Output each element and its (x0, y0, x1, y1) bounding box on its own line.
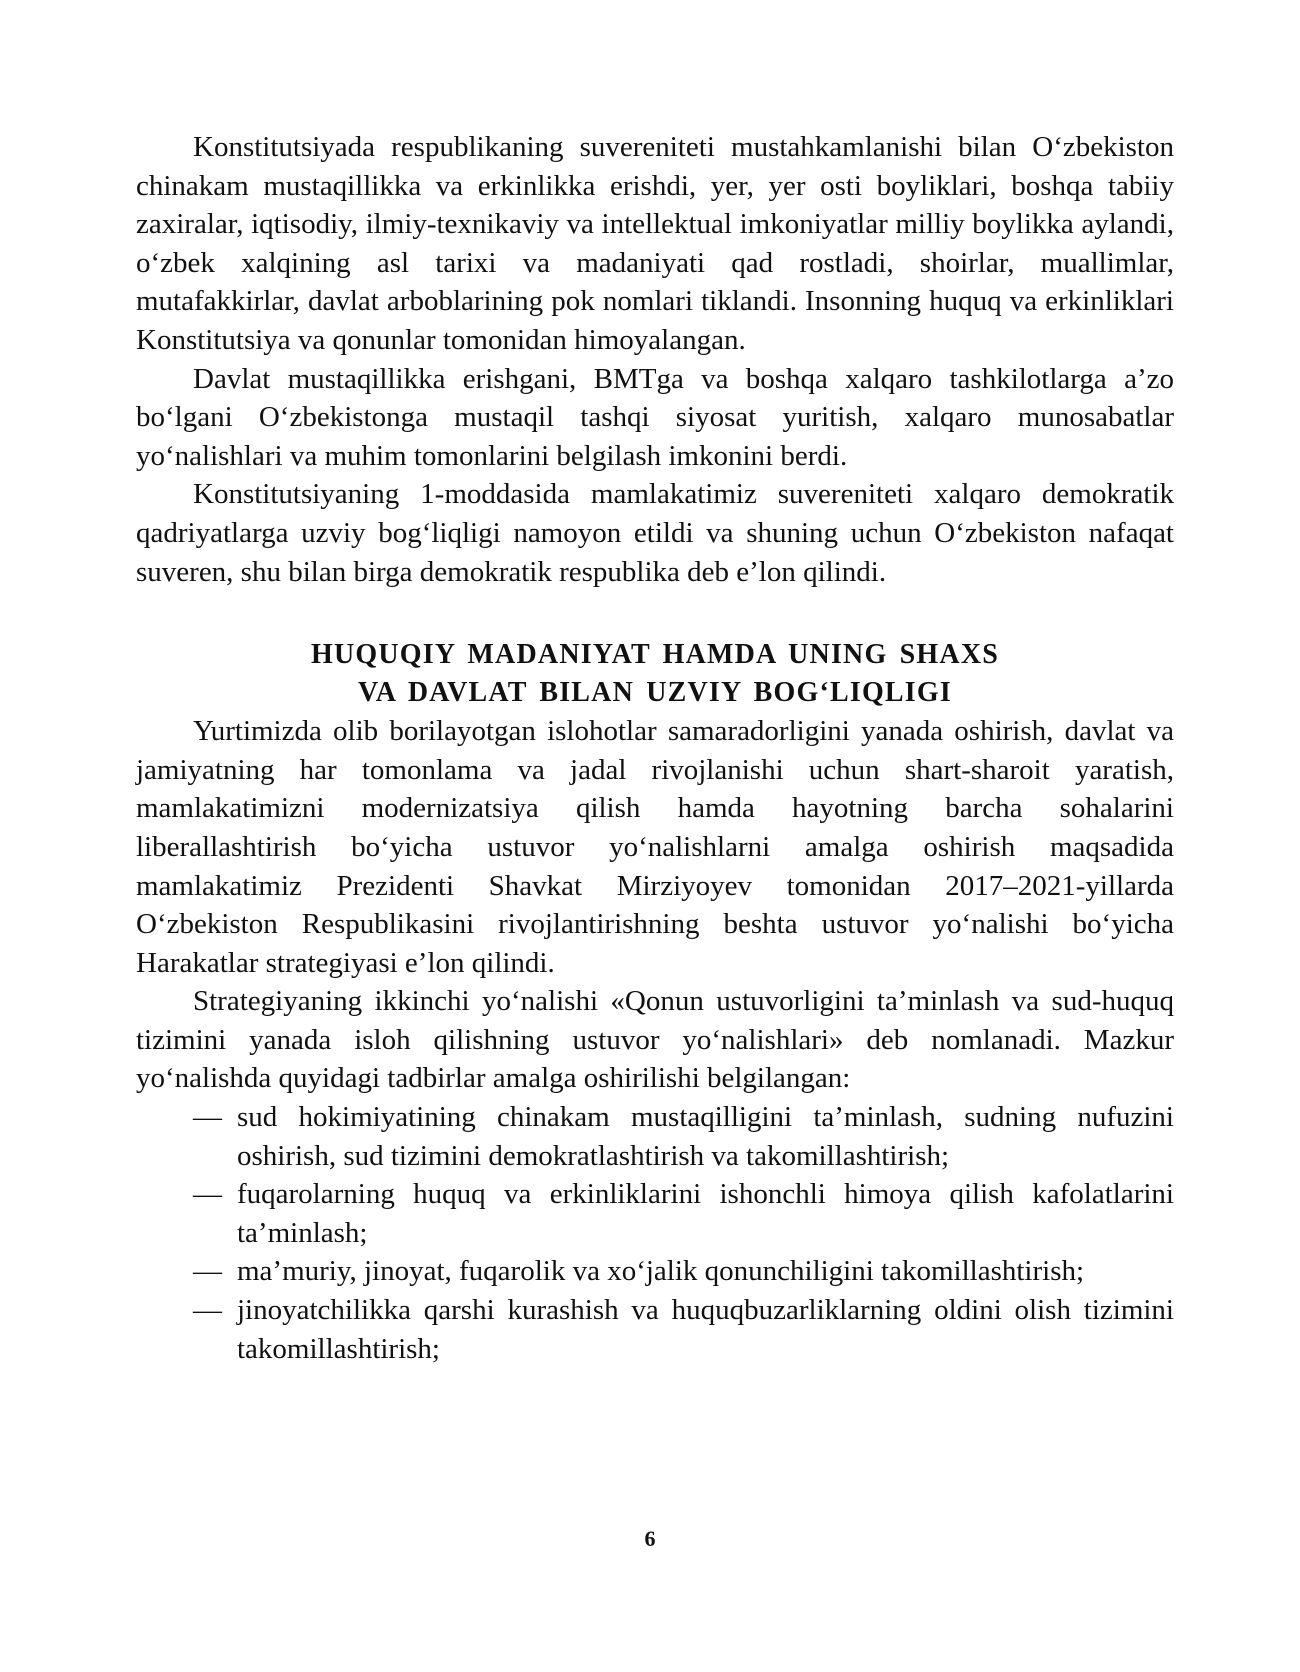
list-dash: — (193, 1294, 222, 1327)
paragraph: Konstitutsiyada respublikaning suvereniteti mustahkamlanishi bilan O‘zbekiston chinakam mustaqillikka va erkinlikka erishdi, yer, yer osti boyliklari, boshqa tabiiy zaxiralar, iqtisodiy, ilmiy-texnikaviy va intellektual imkoniyatlar milliy boylikka aylandi, o‘zbek xalqining asl tarixi va madaniyati qad rostladi, shoirlar, muallimlar, mutafakkirlar, davlat arboblarining pok nomlari tiklandi. Insonning huquq va erkinliklari Konstitutsiya va qonunlar tomonidan himoyalangan. (136, 131, 1174, 356)
page-body (136, 128, 1174, 1368)
page-number: 6 (644, 1526, 656, 1551)
paragraph: Yurtimizda olib borilayotgan islohotlar samaradorligini yanada oshirish, davlat va jamiyatning har tomonlama va jadal rivojlanishi uchun shart-sharoit yaratish, mamlakatimizni modernizatsiya qilish hamda hayotning barcha sohalarini liberallashtirish bo‘yicha ustuvor yo‘nalishlarni amalga oshirish maqsadida mamlakatimiz Prezidenti Shavkat Mirziyoyev tomonidan 2017–2021-yillarda O‘zbekiston Respublikasini rivojlantirishning beshta ustuvor yo‘nalishi bo‘yicha Harakatlar strategiyasi e’lon qilindi. (136, 715, 1174, 979)
list-item (136, 1175, 1174, 1252)
list-dash: — (193, 1101, 222, 1134)
list-item-text: fuqarolarning huquq va erkinliklarini ishonchli himoya qilish kafolatlarini ta’minlash; (237, 1178, 1174, 1249)
list-item-text: ma’muriy, jinoyat, fuqarolik va xo‘jalik qonunchiligini takomillashtirish; (237, 1255, 1085, 1288)
section-heading-line: HUQUQIY MADANIYAT HAMDA UNING SHAXS (310, 639, 1000, 671)
measures-list (136, 1098, 1174, 1368)
section-heading-line: VA DAVLAT BILAN UZVIY BOG‘LIQLIGI (358, 677, 952, 709)
list-dash: — (193, 1255, 222, 1288)
paragraph: Davlat mustaqillikka erishgani, BMTga va boshqa xalqaro tashkilotlarga a’zo bo‘lgani O‘zbekistonga mustaqil tashqi siyosat yuritish, xalqaro munosabatlar yo‘nalishlari va muhim tomonlarini belgilash imkonini berdi. (136, 362, 1174, 472)
list-item (136, 1098, 1174, 1175)
list-item (136, 1252, 1174, 1291)
paragraph: Strategiyaning ikkinchi yo‘nalishi «Qonun ustuvorligini ta’minlash va sud-huquq tizimini yanada isloh qilishning ustuvor yo‘nalishlari» deb nomlanadi. Mazkur yo‘nalishda quyidagi tadbirlar amalga oshirilishi belgilangan: (136, 985, 1174, 1095)
list-dash: — (193, 1178, 222, 1211)
list-item-text: sud hokimiyatining chinakam mustaqilligini ta’minlash, sudning nufuzini oshirish, sud tizimini demokratlashtirish va takomillashtirish; (237, 1101, 1174, 1172)
list-item-text: jinoyatchilikka qarshi kurashish va huquqbuzarliklarning oldini olish tizimini takomillashtirish; (237, 1294, 1174, 1365)
section-heading (136, 636, 1174, 712)
list-item (136, 1291, 1174, 1368)
paragraph: Konstitutsiyaning 1-moddasida mamlakatimiz suvereniteti xalqaro demokratik qadriyatlarga uzviy bog‘liqligi namoyon etildi va shuning uchun O‘zbekiston nafaqat suveren, shu bilan birga demokratik respublika deb e’lon qilindi. (136, 478, 1174, 588)
